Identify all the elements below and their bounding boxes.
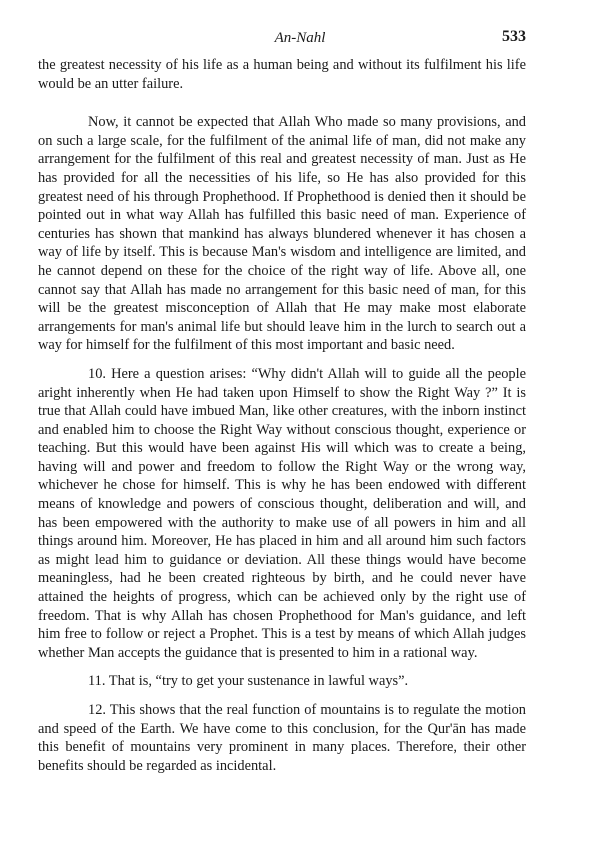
note-12: 12. This shows that the real function of mountains is to regulate the motion and speed of the Earth. We have come to this conclusion, for the Qur'ān has made this benefit of mountains very prominent in many places. Therefore, their other benefits should be regarded as incidental. bbox=[38, 702, 526, 774]
page-number: 533 bbox=[502, 28, 526, 45]
running-title: An-Nahl bbox=[274, 30, 326, 46]
body-text bbox=[38, 56, 526, 785]
paragraph-prophethood: Now, it cannot be expected that Allah Who made so many provisions, and on such a large scale, for the fulfilment of the animal life of man, did not make any arrangement for the fulfilment of this real and greatest necessity of man. Just as He has provided for all the necessities of his life, so He has also provided for this greatest need of his through Prophethood. If Prophethood is denied then it should be pointed out in what way Allah has fulfilled this basic need of man. Experience of centuries has shown that mankind has always blundered whenever it has chosen a way of life by itself. This is because Man's wisdom and intelligence are limited, and he cannot depend on these for the choice of the right way of life. Above all, one cannot say that Allah has made no arrangement for this basic need of man, for this will be the greatest misconception of Allah that He may make most elaborate arrangements for man's animal life but should leave him in the lurch to search out a way for himself for the fulfilment of this most important and basic need. bbox=[38, 114, 526, 354]
note-11: 11. That is, “try to get your sustenance in lawful ways”. bbox=[88, 673, 409, 690]
note-10: 10. Here a question arises: “Why didn't Allah will to guide all the people aright inherently when He had taken upon Himself to show the Right Way ?” It is true that Allah could have imbued Man, like other creatures, with the inborn instinct and enabled him to choose the Right Way without conscious thought, experience or teaching. But this would have been against His will which was to create a being, having will and power and freedom to follow the Right Way or the wrong way, whichever he chose for himself. This is why he has been endowed with different means of knowledge and powers of conscious thought, deliberation and will, and has been empowered with the authority to make use of all powers in him and all things around him. Moreover, He has placed in him and all around him such factors as might lead him to guidance or deviation. All these things would have become meaningless, had he been created righteous by birth, and he could never have attained the heights of progress, which can be achieved only by the right use of freedom. That is why Allah has chosen Prophethood for Man's guidance, and left him free to follow or reject a Prophet. This is a test by means of which Allah judges whether Man accepts the guidance that is presented to him in a rational way. bbox=[38, 365, 526, 661]
running-head bbox=[0, 28, 600, 52]
paragraph-continuation: the greatest necessity of his life as a human being and without its fulfilment his life would be an utter failure. bbox=[38, 57, 526, 92]
